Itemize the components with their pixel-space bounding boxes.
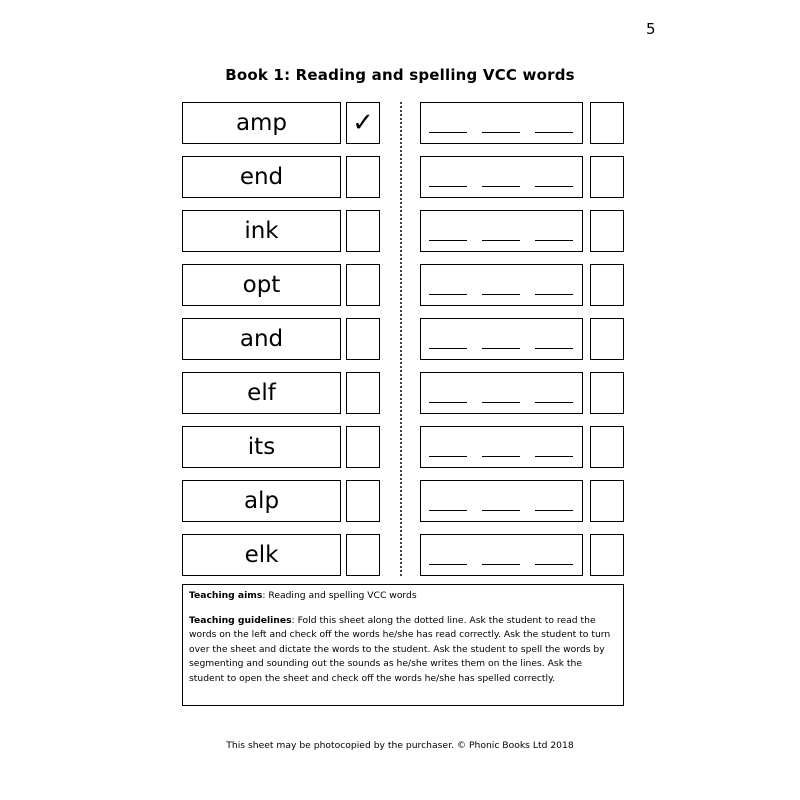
spell-check-box[interactable] — [590, 156, 624, 198]
letter-blank — [535, 402, 573, 403]
letter-blank — [535, 186, 573, 187]
letter-blank — [535, 240, 573, 241]
spell-check-box[interactable] — [590, 426, 624, 468]
check-mark-icon: ✓ — [352, 108, 374, 138]
word-row — [0, 480, 800, 522]
spelling-box[interactable] — [420, 480, 583, 522]
letter-blank — [482, 348, 520, 349]
letter-blank — [482, 510, 520, 511]
read-check-box[interactable] — [346, 426, 380, 468]
worksheet-title: Book 1: Reading and spelling VCC words — [225, 66, 575, 84]
spelling-box[interactable] — [420, 210, 583, 252]
spelling-box[interactable] — [420, 534, 583, 576]
letter-blank — [482, 186, 520, 187]
word-box: elf — [182, 372, 341, 414]
teaching-guidelines-label: Teaching guidelines — [189, 614, 292, 626]
word-box: amp — [182, 102, 341, 144]
read-check-box[interactable] — [346, 534, 380, 576]
letter-blank — [482, 564, 520, 565]
letter-blank — [429, 564, 467, 565]
read-check-box[interactable] — [346, 372, 380, 414]
spelling-box[interactable] — [420, 318, 583, 360]
word-row — [0, 534, 800, 576]
teaching-notes-box — [182, 584, 624, 706]
spelling-box[interactable] — [420, 426, 583, 468]
letter-blank — [429, 456, 467, 457]
teaching-guidelines — [189, 614, 617, 687]
spell-check-box[interactable] — [590, 264, 624, 306]
letter-blank — [429, 510, 467, 511]
word-row — [0, 156, 800, 198]
letter-blank — [535, 456, 573, 457]
word-box: end — [182, 156, 341, 198]
teaching-guidelines-text: : Fold this sheet along the dotted line. Ask the student to read the words on the left and check off the words he/she has read correctly. Ask the student to turn over the sheet and dictate the words to the student. Ask the student to spell the words by segmenting and sounding out the sounds as he/she writes them on the lines. Ask the student to open the sheet and check off the words he/she has spelled correctly. — [189, 614, 611, 684]
letter-blank — [482, 402, 520, 403]
teaching-aims-label: Teaching aims — [189, 590, 263, 601]
letter-blank — [535, 510, 573, 511]
letter-blank — [535, 564, 573, 565]
word-row — [0, 318, 800, 360]
letter-blank — [429, 132, 467, 133]
word-row — [0, 102, 800, 144]
letter-blank — [429, 186, 467, 187]
letter-blank — [482, 294, 520, 295]
teaching-aims-text: : Reading and spelling VCC words — [262, 590, 417, 601]
spelling-box[interactable] — [420, 372, 583, 414]
word-box: ink — [182, 210, 341, 252]
read-check-box[interactable] — [346, 210, 380, 252]
page-number: 5 — [646, 20, 656, 38]
read-check-box[interactable] — [346, 156, 380, 198]
spelling-box[interactable] — [420, 156, 583, 198]
letter-blank — [535, 348, 573, 349]
spelling-box[interactable] — [420, 102, 583, 144]
word-box: its — [182, 426, 341, 468]
spelling-box[interactable] — [420, 264, 583, 306]
word-box: elk — [182, 534, 341, 576]
letter-blank — [535, 294, 573, 295]
spell-check-box[interactable] — [590, 534, 624, 576]
word-row — [0, 264, 800, 306]
spell-check-box[interactable] — [590, 372, 624, 414]
letter-blank — [482, 132, 520, 133]
word-box: and — [182, 318, 341, 360]
read-check-box[interactable] — [346, 480, 380, 522]
letter-blank — [482, 456, 520, 457]
teaching-aims — [189, 589, 617, 604]
letter-blank — [429, 348, 467, 349]
letter-blank — [429, 402, 467, 403]
spell-check-box[interactable] — [590, 210, 624, 252]
read-check-box[interactable] — [346, 102, 380, 144]
letter-blank — [535, 132, 573, 133]
word-row — [0, 426, 800, 468]
word-row — [0, 372, 800, 414]
spell-check-box[interactable] — [590, 102, 624, 144]
copyright-footer: This sheet may be photocopied by the purchaser. © Phonic Books Ltd 2018 — [226, 740, 574, 751]
word-box: opt — [182, 264, 341, 306]
read-check-box[interactable] — [346, 264, 380, 306]
read-check-box[interactable] — [346, 318, 380, 360]
word-box: alp — [182, 480, 341, 522]
word-row — [0, 210, 800, 252]
spell-check-box[interactable] — [590, 318, 624, 360]
letter-blank — [482, 240, 520, 241]
spell-check-box[interactable] — [590, 480, 624, 522]
letter-blank — [429, 294, 467, 295]
letter-blank — [429, 240, 467, 241]
